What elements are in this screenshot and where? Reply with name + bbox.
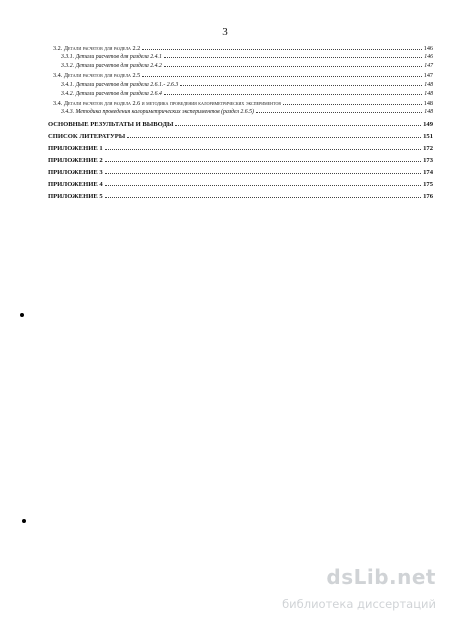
toc-entry-page: 172 — [423, 145, 433, 152]
toc-entry — [61, 53, 433, 62]
toc-entry-page: 147 — [424, 63, 433, 69]
watermark-tagline: библиотека диссертаций — [282, 597, 436, 611]
toc-dot-leader — [175, 124, 421, 126]
toc-entry-label: 3.4.2. Детали расчетов для раздела 2.6.4 — [61, 91, 162, 97]
toc-entry — [53, 71, 433, 80]
toc-entry-label: ПРИЛОЖЕНИЕ 1 — [48, 145, 103, 152]
toc-dot-leader — [142, 48, 422, 50]
toc-entry-label: 3.4. Детали расчетов для раздела 2.6 и методика проведения калориметрических экспериментов — [53, 100, 281, 107]
toc-entry — [53, 99, 433, 108]
page-number: 3 — [222, 26, 228, 38]
toc-entry-label: 3.4.3. Методика проведения калориметрических экспериментов (раздел 2.6.5) — [61, 109, 254, 115]
toc-dot-leader — [142, 75, 422, 77]
toc-entry-label: ОСНОВНЫЕ РЕЗУЛЬТАТЫ И ВЫВОДЫ — [48, 121, 174, 128]
toc-dot-leader — [105, 196, 421, 198]
toc-dot-leader — [283, 103, 422, 105]
toc-dot-leader — [105, 184, 421, 186]
toc-entry-label: ПРИЛОЖЕНИЕ 2 — [48, 157, 103, 164]
toc-entry-label: ПРИЛОЖЕНИЕ 3 — [48, 169, 103, 176]
toc-entry-page: 146 — [423, 45, 433, 52]
scan-mark — [20, 313, 24, 317]
watermark-logo: dsLib.net — [326, 565, 436, 589]
toc-entry-label: 3.3.1. Детали расчетов для раздела 2.4.1 — [61, 54, 162, 60]
toc-entry — [61, 62, 433, 71]
toc-entry — [48, 156, 433, 165]
toc-entry-label: 3.3.2. Детали расчетов для раздела 2.4.2 — [61, 63, 162, 69]
toc-dot-leader — [105, 148, 421, 150]
toc-entry — [48, 144, 433, 153]
toc-entry — [48, 180, 433, 189]
toc-entry-page: 148 — [424, 109, 433, 115]
toc-entry-page: 175 — [423, 181, 433, 188]
toc-dot-leader — [164, 56, 422, 58]
scan-mark — [22, 519, 26, 523]
toc-entry — [48, 132, 433, 141]
toc-dot-leader — [256, 111, 422, 113]
toc-entry — [61, 90, 433, 99]
toc-entry-page: 147 — [423, 72, 433, 79]
toc-entry-label: ПРИЛОЖЕНИЕ 4 — [48, 181, 103, 188]
toc-entry-page: 151 — [423, 133, 433, 140]
toc-dot-leader — [105, 160, 421, 162]
toc-entry-page: 149 — [423, 121, 433, 128]
toc-entry-page: 176 — [423, 193, 433, 200]
toc-dot-leader — [105, 172, 421, 174]
toc-entry-page: 173 — [423, 157, 433, 164]
toc-entry — [53, 44, 433, 53]
toc-dot-leader — [180, 84, 422, 86]
toc-entry-page: 148 — [424, 91, 433, 97]
toc-entry-label: СПИСОК ЛИТЕРАТУРЫ — [48, 133, 126, 140]
toc-entry-page: 146 — [424, 54, 433, 60]
toc-entry-page: 148 — [423, 100, 433, 107]
toc-entry-label: 3.4.1. Детали расчетов для раздела 2.6.1.- 2.6.3 — [61, 82, 179, 88]
toc-dot-leader — [164, 65, 422, 67]
toc-dot-leader — [164, 93, 422, 95]
toc-entry — [48, 168, 433, 177]
toc-dot-leader — [127, 136, 421, 138]
toc-entry — [48, 120, 433, 129]
toc-entry — [48, 192, 433, 201]
toc-entry-page: 174 — [423, 169, 433, 176]
toc-entry-page: 148 — [424, 82, 433, 88]
toc-entry — [61, 81, 433, 90]
toc-entry — [61, 108, 433, 117]
toc-entry-label: 3.4. Детали расчетов для раздела 2.5 — [53, 72, 141, 79]
toc-entry-label: ПРИЛОЖЕНИЕ 5 — [48, 193, 103, 200]
toc-entry-label: 3.2. Детали расчетов для раздела 2.2 — [53, 45, 141, 52]
